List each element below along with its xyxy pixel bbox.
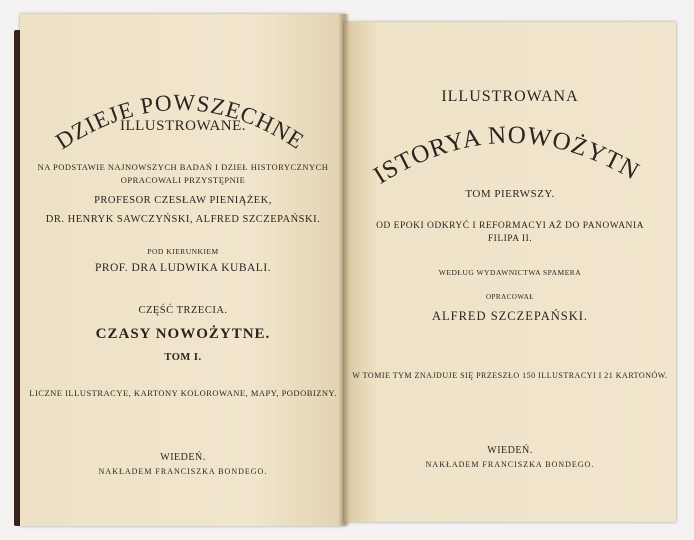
direction-label: POD KIERUNKIEM: [147, 247, 219, 256]
era-title: CZASY NOWOŻYTNE.: [95, 326, 271, 342]
illustrations-line: W TOMIE TYM ZNAJDUJE SIĘ PRZESZŁO 150 ILLUSTRACYI I 21 KARTONÓW.: [352, 371, 668, 380]
edition-line: WEDŁUG WYDAWNICTWA SPAMERA: [438, 268, 582, 277]
features-line: LICZNE ILLUSTRACYE, KARTONY KOLOROWANE, MAPY, PODOBIZNY.: [29, 388, 337, 398]
right-title-line-1: ILLUSTROWANA: [441, 88, 579, 105]
basis-line-1: NA PODSTAWIE NAJNOWSZYCH BADAŃ I DZIEŁ HISTORYCZNYCH: [37, 162, 329, 172]
part-label: CZĘŚĆ TRZECIA.: [138, 305, 228, 316]
authors-line-2: DR. HENRYK SAWCZYŃSKI, ALFRED SZCZEPAŃSKI.: [45, 214, 321, 225]
basis-line-2: OPRACOWALI PRZYSTĘPNIE: [120, 175, 246, 185]
right-volume: TOM PIERWSZY.: [465, 188, 555, 200]
right-author: ALFRED SZCZEPAŃSKI.: [431, 309, 589, 323]
right-publisher: NAKŁADEM FRANCISZKA BONDEGO.: [425, 460, 595, 469]
authors-line-1: PROFESOR CZESŁAW PIENIĄŻEK,: [94, 195, 272, 206]
left-page-subtitle: ILLUSTROWANE.: [119, 118, 247, 134]
svg-text:HISTORYA NOWOŻYTNA.: HISTORYA NOWOŻYTNA.: [364, 91, 645, 190]
left-volume: TOM I.: [164, 352, 202, 363]
compiled-label: OPRACOWAŁ: [485, 293, 535, 301]
left-page-title: [50, 74, 310, 154]
book-gutter: [338, 14, 350, 526]
svg-text:DZIEJE POWSZECHNE: DZIEJE POWSZECHNE: [51, 89, 309, 155]
right-title-page: [344, 22, 676, 522]
left-title-page: [20, 14, 346, 526]
left-publisher: NAKŁADEM FRANCISZKA BONDEGO.: [98, 467, 268, 476]
director-name: PROF. DRA LUDWIKA KUBALI.: [94, 262, 272, 274]
scope-line-2: FILIPA II.: [487, 234, 533, 244]
scope-line-1: OD EPOKI ODKRYĆ I REFORMACYI AŻ DO PANOWANIA: [376, 221, 644, 231]
right-city: WIEDEŃ.: [487, 445, 533, 456]
left-city: WIEDEŃ.: [160, 452, 206, 463]
